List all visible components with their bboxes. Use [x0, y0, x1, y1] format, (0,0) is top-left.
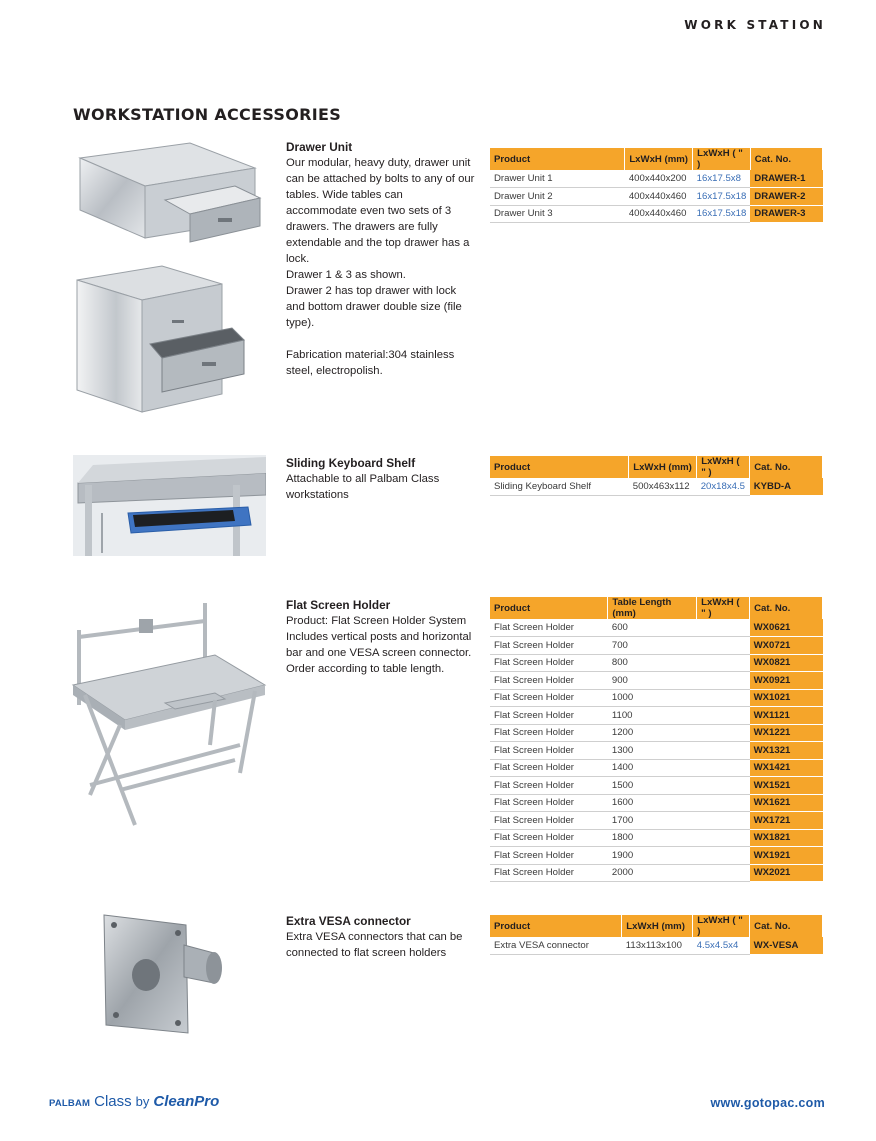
col-header-inch: LxWxH ( " ) — [693, 915, 750, 937]
cell-cat-no: WX1521 — [750, 777, 823, 795]
col-header-cat: Cat. No. — [750, 148, 822, 170]
cell-product: Flat Screen Holder — [490, 847, 608, 865]
logo-by: by — [135, 1094, 150, 1109]
logo-palbam: PALBAM — [49, 1098, 91, 1109]
product-name: Flat Screen Holder — [286, 598, 391, 612]
table-header-row — [490, 597, 823, 619]
flat-screen-holder-image — [65, 595, 267, 840]
table-row — [490, 170, 823, 188]
col-header-product: Product — [490, 915, 622, 937]
cell-length: 1900 — [608, 847, 697, 865]
cell-product: Drawer Unit 3 — [490, 205, 625, 223]
cell-cat-no: WX0621 — [750, 619, 823, 637]
cell-mm: 500x463x112 — [629, 478, 697, 496]
drawer-unit-1-image — [70, 138, 265, 244]
table-row — [490, 937, 823, 955]
cell-length: 1400 — [608, 759, 697, 777]
cell-product: Flat Screen Holder — [490, 724, 608, 742]
vesa-connector-image — [96, 905, 226, 1040]
cell-inch — [697, 724, 750, 742]
cell-product: Flat Screen Holder — [490, 742, 608, 760]
cell-product: Flat Screen Holder — [490, 794, 608, 812]
col-header-cat: Cat. No. — [750, 915, 823, 937]
keyboard-shelf-description — [286, 455, 476, 503]
col-header-product: Product — [490, 148, 625, 170]
cell-product: Flat Screen Holder — [490, 637, 608, 655]
cell-length: 800 — [608, 654, 697, 672]
cell-cat-no: WX2021 — [750, 864, 823, 882]
cell-mm: 113x113x100 — [622, 937, 693, 955]
flat-screen-holder-spec-table — [490, 597, 823, 882]
logo-cleanpro: CleanPro — [153, 1093, 220, 1110]
cell-product: Flat Screen Holder — [490, 829, 608, 847]
cell-product: Flat Screen Holder — [490, 759, 608, 777]
col-header-product: Product — [490, 597, 608, 619]
table-row — [490, 794, 823, 812]
cell-cat-no: WX1721 — [750, 812, 823, 830]
col-header-inch: LxWxH ( " ) — [697, 597, 750, 619]
cell-length: 1300 — [608, 742, 697, 760]
cell-length: 1100 — [608, 707, 697, 725]
logo-class: Class — [94, 1093, 132, 1110]
cell-length: 1000 — [608, 689, 697, 707]
table-row — [490, 637, 823, 655]
table-header-row — [490, 148, 823, 170]
section-title: WORKSTATION ACCESSORIES — [73, 105, 342, 124]
cell-product: Flat Screen Holder — [490, 812, 608, 830]
cell-inch — [697, 637, 750, 655]
cell-cat-no: WX-VESA — [750, 937, 823, 955]
page-header-label: WORK STATION — [684, 18, 826, 32]
cell-length: 600 — [608, 619, 697, 637]
product-description-text: Extra VESA connectors that can be connected to flat screen holders — [286, 931, 463, 959]
cell-product: Extra VESA connector — [490, 937, 622, 955]
cell-inch — [697, 707, 750, 725]
cell-length: 1600 — [608, 794, 697, 812]
cell-inch — [697, 864, 750, 882]
cell-inch — [697, 829, 750, 847]
cell-inch: 20x18x4.5 — [697, 478, 750, 496]
palbam-class-logo — [49, 1093, 219, 1110]
cell-product: Flat Screen Holder — [490, 689, 608, 707]
cell-cat-no: WX1221 — [750, 724, 823, 742]
cell-length: 1500 — [608, 777, 697, 795]
cell-product: Drawer Unit 1 — [490, 170, 625, 188]
cell-cat-no: WX1921 — [750, 847, 823, 865]
cell-inch — [697, 777, 750, 795]
cell-cat-no: WX0721 — [750, 637, 823, 655]
cell-cat-no: DRAWER-1 — [750, 170, 822, 188]
cell-cat-no: WX0821 — [750, 654, 823, 672]
cell-product: Flat Screen Holder — [490, 707, 608, 725]
cell-product: Flat Screen Holder — [490, 672, 608, 690]
cell-inch — [697, 759, 750, 777]
cell-product: Drawer Unit 2 — [490, 188, 625, 206]
product-description-text: Product: Flat Screen Holder System Includes vertical posts and horizontal bar and one VESA screen connector. Order according to table length. — [286, 615, 472, 675]
cell-cat-no: WX1421 — [750, 759, 823, 777]
col-header-mm: LxWxH (mm) — [629, 456, 697, 478]
table-row — [490, 742, 823, 760]
cell-cat-no: WX1821 — [750, 829, 823, 847]
cell-length: 900 — [608, 672, 697, 690]
website-link[interactable]: www.gotopac.com — [710, 1096, 825, 1110]
cell-cat-no: KYBD-A — [750, 478, 823, 496]
cell-cat-no: WX1121 — [750, 707, 823, 725]
drawer-unit-spec-table — [490, 148, 823, 223]
cell-inch — [697, 794, 750, 812]
col-header-product: Product — [490, 456, 629, 478]
cell-inch — [697, 742, 750, 760]
table-header-row — [490, 915, 823, 937]
cell-inch: 16x17.5x18 — [693, 188, 751, 206]
cell-inch — [697, 812, 750, 830]
cell-inch: 16x17.5x18 — [693, 205, 751, 223]
cell-product: Flat Screen Holder — [490, 777, 608, 795]
product-description-text: Our modular, heavy duty, drawer unit can be attached by bolts to any of our tables. Wide tables can accommodate even two sets of 3 drawers. The drawers are fully extendable and the top drawer has a lock. Drawer 1 & 3 as shown. Drawer 2 has top drawer with lock and bottom drawer double size (file type). Fabrication material:304 stainless steel, electropolish. — [286, 157, 475, 377]
flat-screen-holder-description — [286, 597, 476, 677]
cell-inch — [697, 672, 750, 690]
cell-inch — [697, 689, 750, 707]
table-row — [490, 759, 823, 777]
cell-product: Flat Screen Holder — [490, 864, 608, 882]
table-row — [490, 724, 823, 742]
table-row — [490, 619, 823, 637]
drawer-unit-3-image — [72, 262, 247, 434]
product-description-text: Attachable to all Palbam Class workstations — [286, 473, 440, 501]
table-header-row — [490, 456, 823, 478]
cell-cat-no: WX1621 — [750, 794, 823, 812]
col-header-length: Table Length (mm) — [608, 597, 697, 619]
cell-cat-no: DRAWER-3 — [750, 205, 822, 223]
drawer-unit-description — [286, 139, 476, 379]
cell-inch — [697, 619, 750, 637]
cell-mm: 400x440x460 — [625, 188, 693, 206]
cell-cat-no: WX0921 — [750, 672, 823, 690]
cell-product: Flat Screen Holder — [490, 619, 608, 637]
table-row — [490, 812, 823, 830]
cell-cat-no: WX1321 — [750, 742, 823, 760]
table-row — [490, 689, 823, 707]
cell-length: 1800 — [608, 829, 697, 847]
product-name: Sliding Keyboard Shelf — [286, 456, 416, 470]
table-row — [490, 654, 823, 672]
table-row — [490, 829, 823, 847]
cell-product: Sliding Keyboard Shelf — [490, 478, 629, 496]
table-row — [490, 707, 823, 725]
table-row — [490, 847, 823, 865]
col-header-inch: LxWxH ( " ) — [697, 456, 750, 478]
table-row — [490, 205, 823, 223]
product-name: Extra VESA connector — [286, 914, 411, 928]
col-header-cat: Cat. No. — [750, 597, 823, 619]
cell-inch — [697, 654, 750, 672]
cell-cat-no: DRAWER-2 — [750, 188, 822, 206]
table-row — [490, 777, 823, 795]
product-name: Drawer Unit — [286, 140, 353, 154]
keyboard-shelf-spec-table — [490, 456, 823, 496]
col-header-mm: LxWxH (mm) — [622, 915, 693, 937]
cell-length: 1200 — [608, 724, 697, 742]
table-row — [490, 188, 823, 206]
cell-inch: 4.5x4.5x4 — [693, 937, 750, 955]
cell-product: Flat Screen Holder — [490, 654, 608, 672]
cell-length: 2000 — [608, 864, 697, 882]
cell-inch — [697, 847, 750, 865]
col-header-cat: Cat. No. — [750, 456, 823, 478]
cell-length: 1700 — [608, 812, 697, 830]
cell-length: 700 — [608, 637, 697, 655]
vesa-connector-spec-table — [490, 915, 823, 955]
cell-inch: 16x17.5x8 — [693, 170, 751, 188]
table-row — [490, 672, 823, 690]
vesa-connector-description — [286, 913, 476, 961]
table-row — [490, 478, 823, 496]
cell-cat-no: WX1021 — [750, 689, 823, 707]
col-header-mm: LxWxH (mm) — [625, 148, 693, 170]
table-row — [490, 864, 823, 882]
col-header-inch: LxWxH ( " ) — [693, 148, 751, 170]
keyboard-shelf-image — [73, 455, 266, 556]
cell-mm: 400x440x200 — [625, 170, 693, 188]
cell-mm: 400x440x460 — [625, 205, 693, 223]
